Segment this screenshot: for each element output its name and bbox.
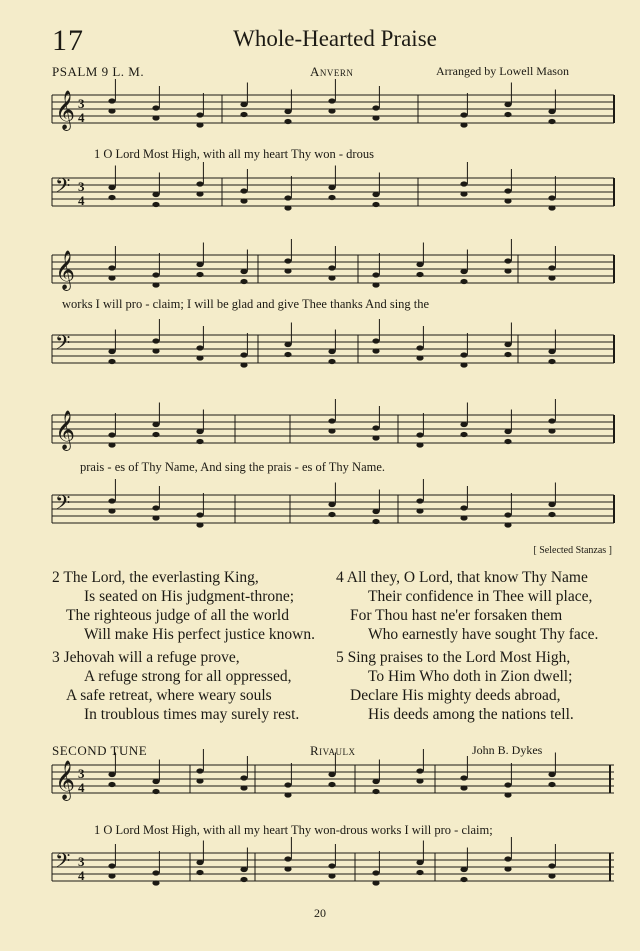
note-head — [108, 498, 115, 503]
note-head — [284, 856, 291, 861]
note-head — [548, 772, 555, 777]
note-head — [284, 119, 291, 124]
note-head — [196, 272, 203, 277]
time-signature-bottom: 4 — [78, 868, 85, 883]
note-head — [108, 185, 115, 190]
note-head — [372, 509, 379, 514]
note-head — [372, 338, 379, 343]
note-head — [460, 269, 467, 274]
note-head — [460, 422, 467, 427]
note-head — [372, 880, 379, 885]
note-head — [548, 109, 555, 114]
note-head — [328, 108, 335, 113]
hymn-title: Whole-Hearted Praise — [233, 26, 437, 51]
note-head — [108, 863, 115, 868]
note-head — [196, 522, 203, 527]
note-head — [196, 768, 203, 773]
stanza-line: Their confidence in Thee will place, — [368, 588, 593, 605]
note-head — [504, 782, 511, 787]
note-head — [196, 870, 203, 875]
note-head — [284, 342, 291, 347]
note-head — [196, 122, 203, 127]
note-head — [416, 272, 423, 277]
note-head — [328, 359, 335, 364]
stanza-number: 2 — [52, 569, 60, 586]
note-head — [328, 418, 335, 423]
note-head — [108, 873, 115, 878]
note-head — [284, 195, 291, 200]
note-head — [328, 772, 335, 777]
note-head — [108, 772, 115, 777]
note-head — [460, 515, 467, 520]
note-head — [196, 860, 203, 865]
stanza-line: In troublous times may surely rest. — [84, 706, 300, 723]
note-head — [504, 112, 511, 117]
stanza-5 — [336, 648, 574, 724]
note-head — [548, 782, 555, 787]
note-head — [196, 345, 203, 350]
note-head — [460, 505, 467, 510]
note-head — [548, 428, 555, 433]
note-head — [284, 205, 291, 210]
note-head — [372, 192, 379, 197]
stanza-number: 3 — [52, 649, 60, 666]
note-head — [460, 362, 467, 367]
lyrics-line-3: prais - es of Thy Name, And sing the prais - es of Thy Name. — [80, 460, 386, 474]
note-head — [504, 856, 511, 861]
note-head — [328, 863, 335, 868]
note-head — [460, 775, 467, 780]
note-head — [240, 112, 247, 117]
time-signature-top: 3 — [78, 179, 85, 194]
stanza-line: Sing praises to the Lord Most High, — [347, 649, 571, 666]
note-head — [504, 866, 511, 871]
note-head — [328, 98, 335, 103]
stanza-line: For Thou hast ne'er forsaken them — [350, 607, 563, 624]
note-head — [460, 191, 467, 196]
note-head — [152, 515, 159, 520]
note-head — [504, 102, 511, 107]
note-head — [548, 512, 555, 517]
note-head — [152, 789, 159, 794]
note-head — [196, 355, 203, 360]
note-head — [372, 435, 379, 440]
note-head — [460, 785, 467, 790]
note-head — [152, 505, 159, 510]
note-head — [460, 122, 467, 127]
note-head — [548, 359, 555, 364]
note-head — [152, 192, 159, 197]
note-head — [240, 198, 247, 203]
note-head — [108, 508, 115, 513]
note-head — [328, 512, 335, 517]
bass-clef-icon: 𝄢 — [55, 849, 71, 877]
note-head — [460, 352, 467, 357]
note-head — [328, 349, 335, 354]
arranger-credit: Arranged by Lowell Mason — [436, 64, 569, 78]
note-head — [416, 860, 423, 865]
note-head — [108, 275, 115, 280]
stanza-line: A refuge strong for all oppressed, — [84, 668, 292, 685]
note-head — [284, 109, 291, 114]
stanza-2 — [52, 568, 315, 644]
hymn-number: 17 — [52, 24, 84, 57]
note-head — [548, 418, 555, 423]
note-head — [152, 105, 159, 110]
note-head — [152, 870, 159, 875]
stanza-line: All they, O Lord, that know Thy Name — [346, 569, 588, 586]
note-head — [416, 345, 423, 350]
note-head — [372, 348, 379, 353]
note-head — [108, 782, 115, 787]
note-head — [108, 98, 115, 103]
second-tune-name: Rivaulx — [310, 743, 356, 758]
stanza-line: A safe retreat, where weary souls — [66, 687, 272, 704]
note-head — [328, 502, 335, 507]
note-head — [372, 202, 379, 207]
note-head — [152, 432, 159, 437]
psalm-meter-label: PSALM 9 L. M. — [52, 64, 145, 79]
note-head — [152, 282, 159, 287]
note-head — [196, 262, 203, 267]
note-head — [416, 432, 423, 437]
stanza-line: Will make His perfect justice known. — [84, 626, 315, 643]
note-head — [372, 779, 379, 784]
stanza-line: His deeds among the nations tell. — [368, 706, 574, 723]
note-head — [152, 338, 159, 343]
note-head — [416, 768, 423, 773]
time-signature-top: 3 — [78, 854, 85, 869]
note-head — [108, 108, 115, 113]
note-head — [328, 782, 335, 787]
note-head — [372, 272, 379, 277]
stanza-line: Jehovah will a refuge prove, — [63, 649, 240, 666]
note-head — [416, 355, 423, 360]
note-head — [108, 359, 115, 364]
stanza-line: Who earnestly have sought Thy face. — [368, 626, 599, 643]
note-head — [460, 877, 467, 882]
note-head — [548, 195, 555, 200]
note-head — [504, 188, 511, 193]
note-head — [328, 195, 335, 200]
note-head — [240, 362, 247, 367]
stanza-number: 4 — [336, 569, 344, 586]
note-head — [416, 508, 423, 513]
stanza-line: Is seated on His judgment-throne; — [84, 588, 295, 605]
note-head — [152, 422, 159, 427]
note-head — [372, 519, 379, 524]
note-head — [504, 792, 511, 797]
note-head — [548, 502, 555, 507]
note-head — [372, 870, 379, 875]
note-head — [372, 789, 379, 794]
treble-clef-icon: 𝄞 — [55, 250, 76, 290]
note-head — [108, 349, 115, 354]
note-head — [152, 348, 159, 353]
note-head — [504, 512, 511, 517]
note-head — [108, 265, 115, 270]
note-head — [108, 195, 115, 200]
note-head — [196, 191, 203, 196]
note-head — [548, 349, 555, 354]
note-head — [372, 282, 379, 287]
note-head — [240, 877, 247, 882]
note-head — [240, 188, 247, 193]
note-head — [504, 439, 511, 444]
stanza-line: The Lord, the everlasting King, — [63, 569, 259, 586]
note-head — [460, 112, 467, 117]
note-head — [460, 181, 467, 186]
note-head — [372, 425, 379, 430]
note-head — [416, 870, 423, 875]
time-signature-bottom: 4 — [78, 193, 85, 208]
time-signature-bottom: 4 — [78, 780, 85, 795]
note-head — [504, 342, 511, 347]
note-head — [548, 265, 555, 270]
note-head — [284, 792, 291, 797]
note-head — [240, 867, 247, 872]
note-head — [152, 272, 159, 277]
treble-clef-icon: 𝄞 — [55, 410, 76, 450]
note-head — [196, 181, 203, 186]
note-head — [108, 432, 115, 437]
note-head — [328, 185, 335, 190]
stanza-3 — [52, 648, 299, 724]
note-head — [240, 775, 247, 780]
note-head — [284, 352, 291, 357]
note-head — [240, 279, 247, 284]
tune-name: Anvern — [310, 64, 354, 79]
time-signature-top: 3 — [78, 96, 85, 111]
note-head — [328, 428, 335, 433]
note-head — [284, 258, 291, 263]
note-head — [196, 439, 203, 444]
note-head — [152, 779, 159, 784]
note-head — [548, 873, 555, 878]
note-head — [548, 119, 555, 124]
note-head — [284, 268, 291, 273]
note-head — [548, 205, 555, 210]
stanza-line: Declare His mighty deeds abroad, — [350, 687, 561, 704]
note-head — [328, 275, 335, 280]
lyrics-line-1: 1 O Lord Most High, with all my heart Thy won - drous — [94, 147, 374, 161]
treble-clef-icon: 𝄞 — [55, 760, 76, 800]
note-head — [460, 867, 467, 872]
note-head — [152, 880, 159, 885]
note-head — [548, 863, 555, 868]
time-signature-top: 3 — [78, 766, 85, 781]
note-head — [416, 262, 423, 267]
note-head — [504, 429, 511, 434]
note-head — [504, 522, 511, 527]
note-head — [328, 265, 335, 270]
stanza-line: To Him Who doth in Zion dwell; — [368, 668, 573, 685]
note-head — [504, 198, 511, 203]
note-head — [372, 105, 379, 110]
second-tune-label: SECOND TUNE — [52, 743, 148, 758]
note-head — [196, 112, 203, 117]
note-head — [152, 202, 159, 207]
time-signature-bottom: 4 — [78, 110, 85, 125]
treble-clef-icon: 𝄞 — [55, 90, 76, 130]
note-head — [460, 279, 467, 284]
note-head — [108, 442, 115, 447]
note-head — [196, 429, 203, 434]
note-head — [504, 258, 511, 263]
stanza-line: The righteous judge of all the world — [66, 607, 289, 624]
note-head — [372, 115, 379, 120]
note-head — [284, 782, 291, 787]
note-head — [240, 102, 247, 107]
note-head — [416, 778, 423, 783]
selected-stanzas-note: [ Selected Stanzas ] — [533, 545, 612, 556]
lyrics-line-2: works I will pro - claim; I will be glad and give Thee thanks And sing the — [62, 297, 430, 311]
note-head — [152, 115, 159, 120]
note-head — [460, 432, 467, 437]
bass-clef-icon: 𝄢 — [55, 491, 71, 519]
note-head — [504, 352, 511, 357]
bass-clef-icon: 𝄢 — [55, 331, 71, 359]
note-head — [196, 778, 203, 783]
note-head — [416, 442, 423, 447]
note-head — [548, 275, 555, 280]
note-head — [196, 512, 203, 517]
stanza-4 — [336, 568, 598, 644]
note-head — [240, 785, 247, 790]
stanza-number: 5 — [336, 649, 344, 666]
note-head — [416, 498, 423, 503]
note-head — [504, 268, 511, 273]
note-head — [240, 352, 247, 357]
second-tune-lyrics: 1 O Lord Most High, with all my heart Thy won-drous works I will pro - claim; — [94, 823, 493, 837]
second-tune-composer: John B. Dykes — [472, 743, 543, 757]
bass-clef-icon: 𝄢 — [55, 174, 71, 202]
note-head — [328, 873, 335, 878]
note-head — [284, 866, 291, 871]
page-number: 20 — [314, 906, 326, 920]
note-head — [240, 269, 247, 274]
